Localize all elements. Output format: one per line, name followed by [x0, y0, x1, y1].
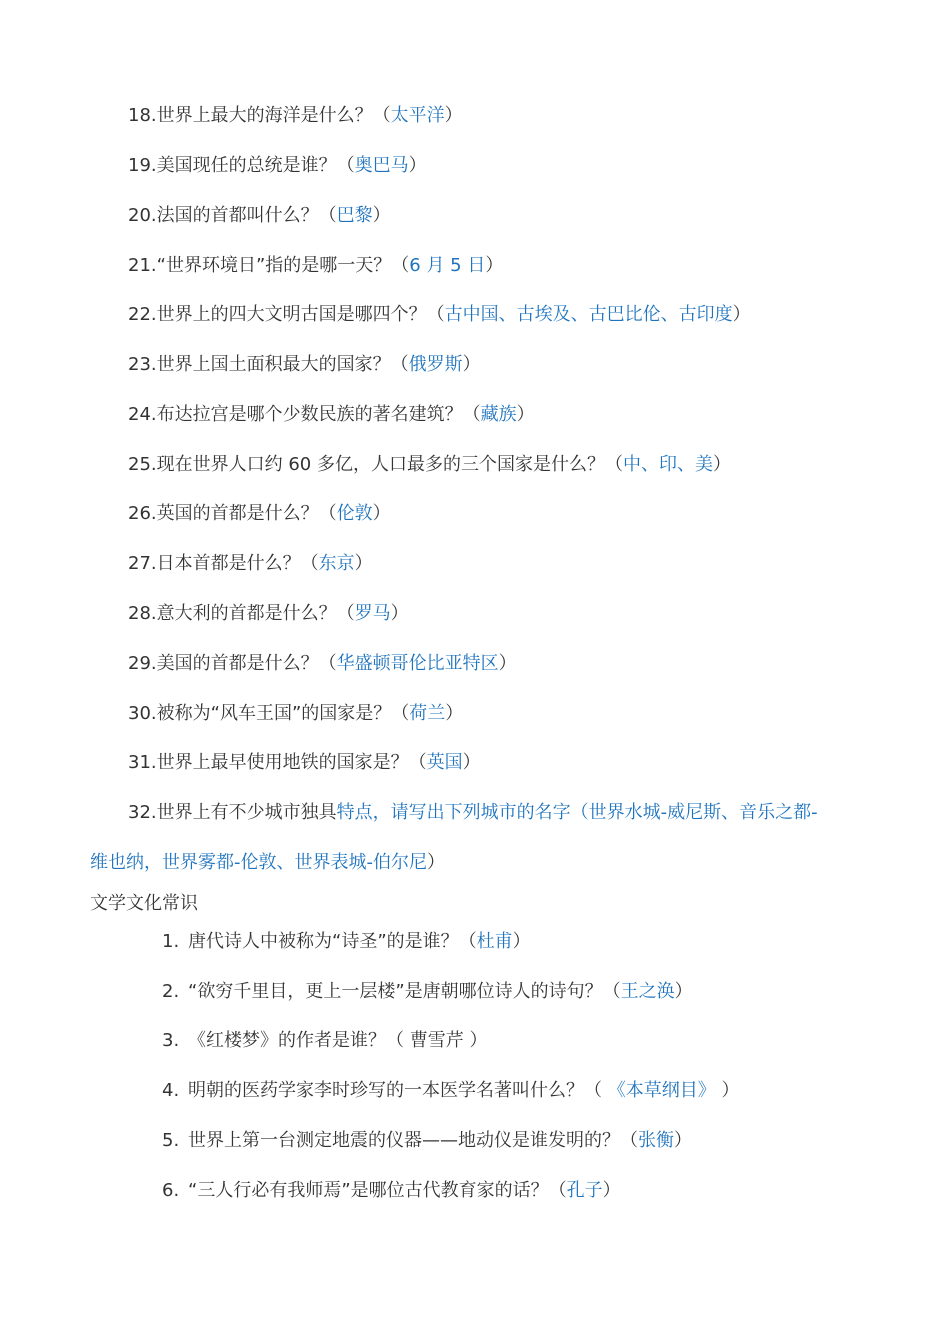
answer: 太平洋 — [390, 105, 445, 126]
answer: 王之涣 — [620, 981, 675, 1002]
answer: 张衡 — [638, 1130, 674, 1151]
answer: 特点，请写出下列城市的名字（世界水城-威尼斯、音乐之都- — [336, 802, 818, 823]
question-32-line1: 32.世界上有不少城市独具特点，请写出下列城市的名字（世界水城-威尼斯、音乐之都- — [128, 802, 818, 823]
answer: 维也纳，世界雾都-伦敦、世界表城-伯尔尼 — [90, 852, 427, 873]
answer: 罗马 — [354, 603, 391, 624]
answer: 藏族 — [480, 404, 517, 425]
answer: 中、印、美 — [622, 454, 713, 475]
question-21: 21.“世界环境日”指的是哪一天？（6 月 5 日） — [128, 255, 504, 276]
answer: 6 月 5 日 — [409, 255, 486, 276]
answer: 古中国、古埃及、古巴比伦、古印度 — [444, 304, 733, 325]
answer: 俄罗斯 — [408, 354, 463, 375]
question-28: 28.意大利的首都是什么？（罗马） — [128, 603, 409, 624]
question-20: 20.法国的首都叫什么？（巴黎） — [128, 205, 391, 226]
literature-item-2: 2. “欲穷千里目，更上一层楼”是唐朝哪位诗人的诗句？（王之涣） — [162, 981, 693, 1002]
literature-item-4: 4. 明朝的医药学家李时珍写的一本医学名著叫什么？（ 《本草纲目》 ） — [162, 1080, 740, 1101]
question-24: 24.布达拉宫是哪个少数民族的著名建筑？（藏族） — [128, 404, 535, 425]
question-31: 31.世界上最早使用地铁的国家是？（英国） — [128, 752, 481, 773]
literature-item-3: 3. 《红楼梦》的作者是谁？（ 曹雪芹 ） — [162, 1030, 488, 1051]
question-22: 22.世界上的四大文明古国是哪四个？（古中国、古埃及、古巴比伦、古印度） — [128, 304, 751, 325]
literature-item-1: 1. 唐代诗人中被称为“诗圣”的是谁？（杜甫） — [162, 931, 531, 952]
literature-item-6: 6. “三人行必有我师焉”是哪位古代教育家的话？（孔子） — [162, 1180, 621, 1201]
question-29: 29.美国的首都是什么？（华盛顿哥伦比亚特区） — [128, 653, 517, 674]
question-18: 18.世界上最大的海洋是什么？（太平洋） — [128, 105, 463, 126]
question-30: 30.被称为“风车王国”的国家是？（荷兰） — [128, 703, 464, 724]
literature-item-5: 5. 世界上第一台测定地震的仪器——地动仪是谁发明的？（张衡） — [162, 1130, 692, 1151]
answer: 东京 — [318, 553, 355, 574]
question-26: 26.英国的首都是什么？（伦敦） — [128, 503, 391, 524]
question-27: 27.日本首都是什么？（东京） — [128, 553, 373, 574]
answer: 杜甫 — [476, 931, 513, 952]
answer: 英国 — [426, 752, 463, 773]
answer: 巴黎 — [336, 205, 373, 226]
answer: 孔子 — [566, 1180, 603, 1201]
question-19: 19.美国现任的总统是谁？（奥巴马） — [128, 155, 427, 176]
answer: 华盛顿哥伦比亚特区 — [336, 653, 499, 674]
question-23: 23.世界上国土面积最大的国家？（俄罗斯） — [128, 354, 481, 375]
answer: 奥巴马 — [354, 155, 409, 176]
answer: 《本草纲目》 — [607, 1080, 716, 1101]
question-25: 25.现在世界人口约 60 多亿，人口最多的三个国家是什么？（中、印、美） — [128, 454, 731, 475]
section-title: 文学文化常识 — [90, 893, 198, 914]
answer: 伦敦 — [336, 503, 373, 524]
question-32-line2: 维也纳，世界雾都-伦敦、世界表城-伯尔尼） — [90, 852, 445, 873]
answer: 荷兰 — [409, 703, 446, 724]
